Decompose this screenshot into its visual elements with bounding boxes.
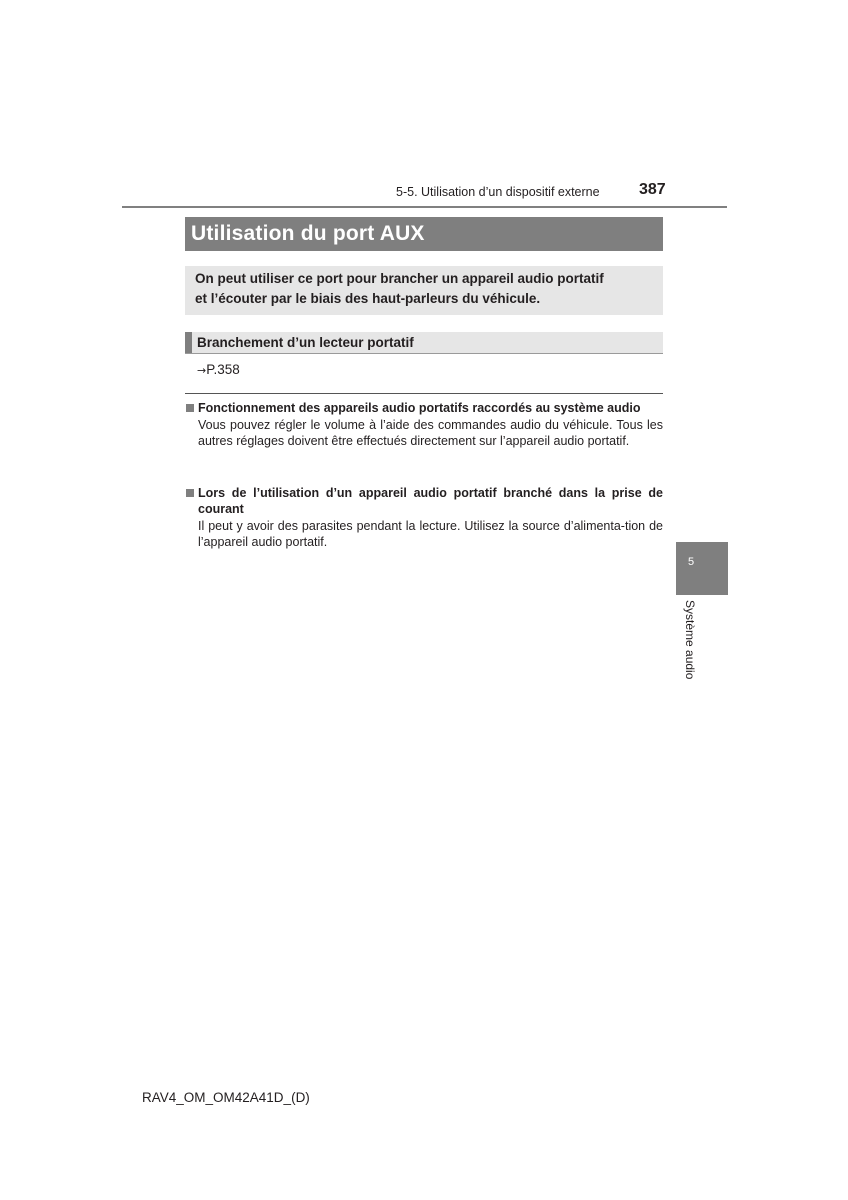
page-number: 387 bbox=[639, 181, 666, 198]
chapter-tab bbox=[676, 542, 728, 595]
chapter-label: Système audio bbox=[683, 600, 697, 680]
subsection-header bbox=[185, 332, 663, 354]
note-body: Vous pouvez régler le volume à l’aide des commandes audio du véhicule. Tous les autres réglages doivent être effectués directement sur l’appareil audio portatif. bbox=[198, 418, 663, 448]
chapter-number: 5 bbox=[688, 556, 695, 568]
intro-box bbox=[185, 266, 663, 315]
note-body: Il peut y avoir des parasites pendant la lecture. Utilisez la source d’alimenta-tion de l’appareil audio portatif. bbox=[198, 519, 663, 549]
page-title-bar bbox=[185, 217, 663, 251]
note-heading-text: Lors de l’utilisation d’un appareil audio portatif branché dans la prise de courant bbox=[198, 486, 663, 516]
page-title: Utilisation du port AUX bbox=[191, 222, 425, 245]
header-rule bbox=[122, 206, 727, 208]
note-item bbox=[185, 400, 663, 449]
subsection-title: Branchement d’un lecteur portatif bbox=[197, 335, 414, 350]
note-item bbox=[185, 485, 663, 550]
page-reference-text: P.358 bbox=[206, 362, 240, 377]
subsection-accent bbox=[185, 332, 192, 353]
notes-divider bbox=[185, 393, 663, 394]
footer-document-code: RAV4_OM_OM42A41D_(D) bbox=[142, 1090, 310, 1105]
intro-line-2: et l’écouter par le biais des haut-parleurs du véhicule. bbox=[195, 291, 541, 306]
note-heading bbox=[185, 400, 663, 416]
header-section-title: 5-5. Utilisation d’un dispositif externe bbox=[396, 185, 600, 199]
square-bullet-icon bbox=[186, 404, 194, 412]
page-reference[interactable] bbox=[197, 362, 240, 377]
intro-line-1: On peut utiliser ce port pour brancher un appareil audio portatif bbox=[195, 271, 604, 286]
arrow-right-icon: → bbox=[197, 364, 207, 377]
square-bullet-icon bbox=[186, 489, 194, 497]
note-heading bbox=[185, 485, 663, 517]
note-heading-text: Fonctionnement des appareils audio portatifs raccordés au système audio bbox=[198, 401, 641, 415]
